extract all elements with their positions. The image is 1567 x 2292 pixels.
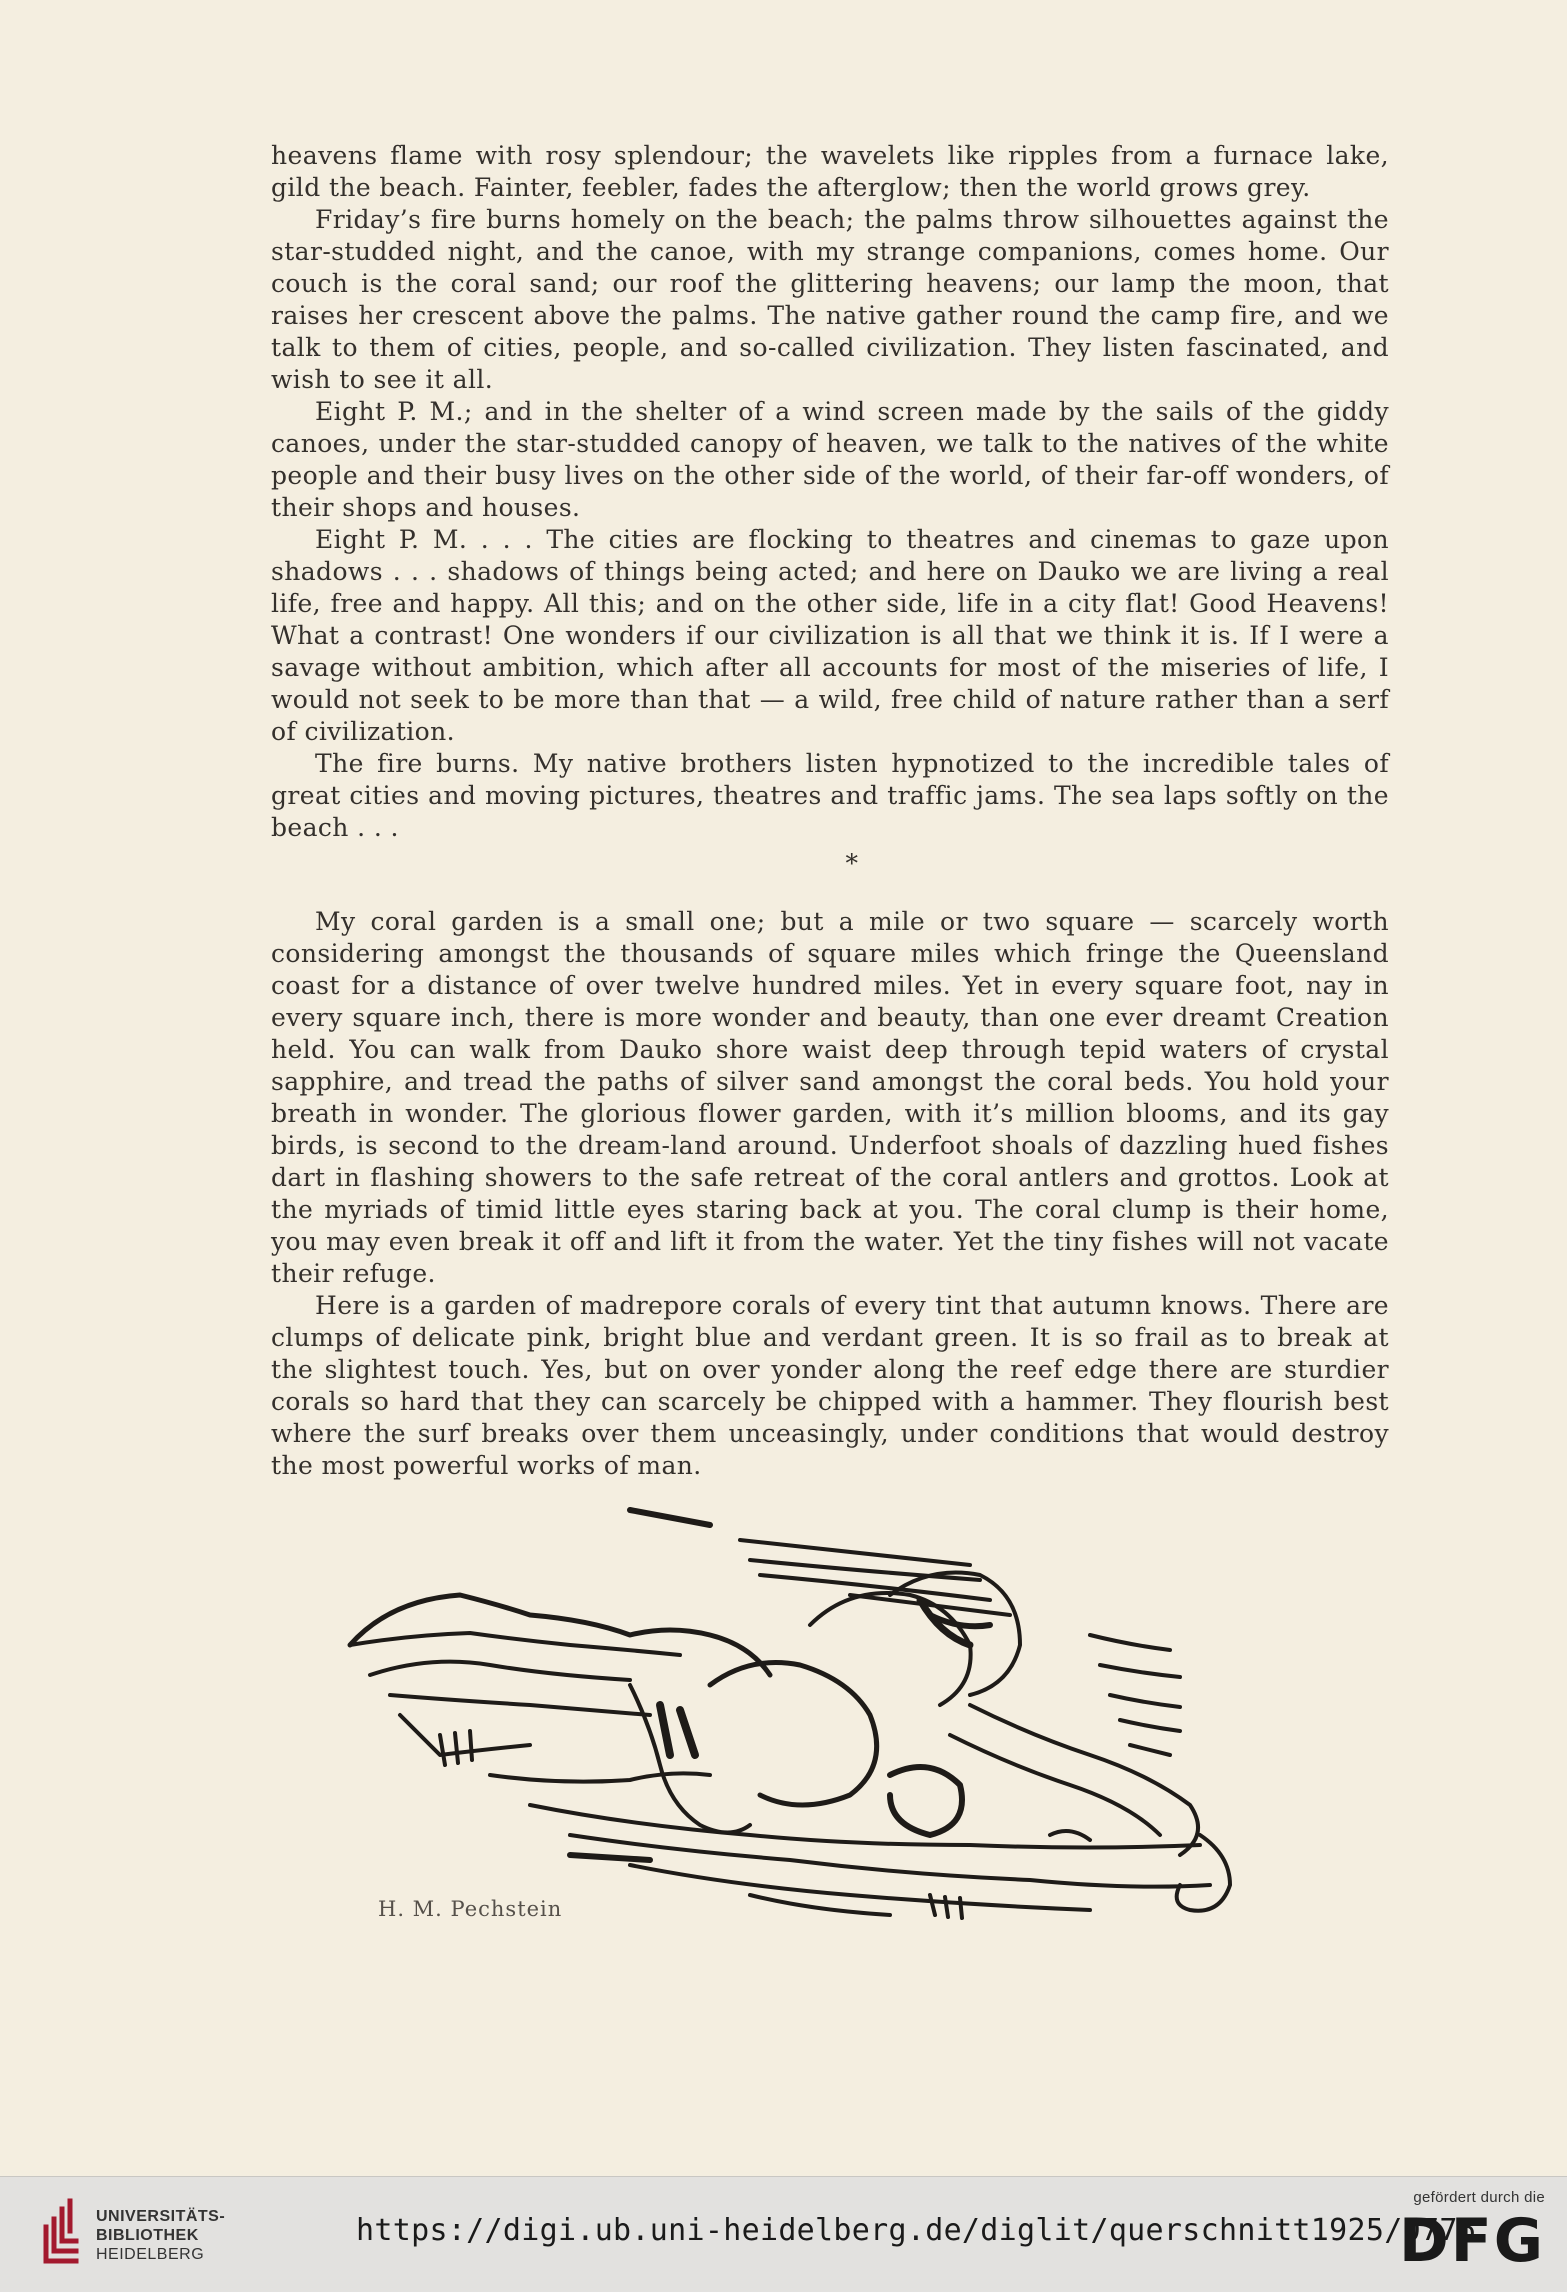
illustration-credit: H. M. Pechstein (378, 1897, 563, 1921)
paragraph: Here is a garden of madrepore corals of every tint that autumn knows. There are clumps of delicate pink, bright blue and verdant green. It is so frail as to break at the slightest touch. Yes, but on over yonder along the reef edge there are sturdier corals so hard that they can scarcely be chipped with a hammer. They flourish best where the surf breaks over them unceasingly, under conditions that would destroy the most powerful works of man. (271, 1291, 1389, 1480)
dfg-logo: DFG (1398, 2206, 1545, 2276)
footer-bar (0, 2176, 1567, 2292)
section-separator: * (845, 849, 859, 878)
article-text (271, 140, 1389, 1482)
paragraph: Eight P. M.; and in the shelter of a wind screen made by the sails of the giddy canoes, under the star-studded canopy of heaven, we talk to the natives of the white people and their busy lives on the other side of the world, of their far-off wonders, of their shops and houses. (271, 397, 1389, 522)
funding-label: gefördert durch die (1413, 2189, 1545, 2206)
funding-info (1398, 2189, 1545, 2276)
library-logo-icon (40, 2197, 82, 2267)
paragraph: Eight P. M. . . . The cities are flocking to theatres and cinemas to gaze upon shadows . . . shadows of things being acted; and here on Dauko we are living a real life, free and happy. All this; and on the other side, life in a city flat! Good Heavens! What a contrast! One wonders if our civilization is all that we think it is. If I were a savage without ambition, which after all accounts for most of the miseries of life, I would not seek to be more than that — a wild, free child of nature rather than a serf of civilization. (271, 525, 1389, 746)
permalink-url[interactable]: https://digi.ub.uni-heidelberg.de/diglit/querschnitt1925/0776 (356, 2213, 1477, 2248)
paragraph: Friday’s fire burns homely on the beach; the palms throw silhouettes against the star-studded night, and the canoe, with my strange companions, comes home. Our couch is the coral sand; our roof the glittering heavens; our lamp the moon, that raises her crescent above the palms. The native gather round the camp fire, and we talk to them of cities, people, and so-called civilization. They listen fascinated, and wish to see it all. (271, 205, 1389, 394)
paragraph: The fire burns. My native brothers listen hypnotized to the incredible tales of great cities and moving pictures, theatres and traffic jams. The sea laps softly on the beach . . . (271, 749, 1389, 842)
library-name: UNIVERSITÄTS- BIBLIOTHEK HEIDELBERG (96, 2208, 226, 2263)
paragraph: My coral garden is a small one; but a mile or two square — scarcely worth considering amongst the thousands of square miles which fringe the Queensland coast for a distance of over twelve hundred miles. Yet in every square foot, nay in every square inch, there is more wonder and beauty, than one ever dreamt Creation held. You can walk from Dauko shore waist deep through tepid waters of crystal sapphire, and tread the paths of silver sand amongst the coral beds. You hold your breath in wonder. The glorious flower garden, with it’s million blooms, and its gay birds, is second to the dream-land around. Underfoot shoals of dazzling hued fishes dart in flashing showers to the safe retreat of the coral antlers and grottos. Look at the myriads of timid little eyes staring back at you. The coral clump is their home, you may even break it off and lift it from the water. Yet the tiny fishes will not vacate their refuge. (271, 907, 1389, 1288)
paragraph: heavens flame with rosy splendour; the wavelets like ripples from a furnace lake, gild the beach. Fainter, feebler, fades the afterglow; then the world grows grey. (271, 141, 1389, 202)
